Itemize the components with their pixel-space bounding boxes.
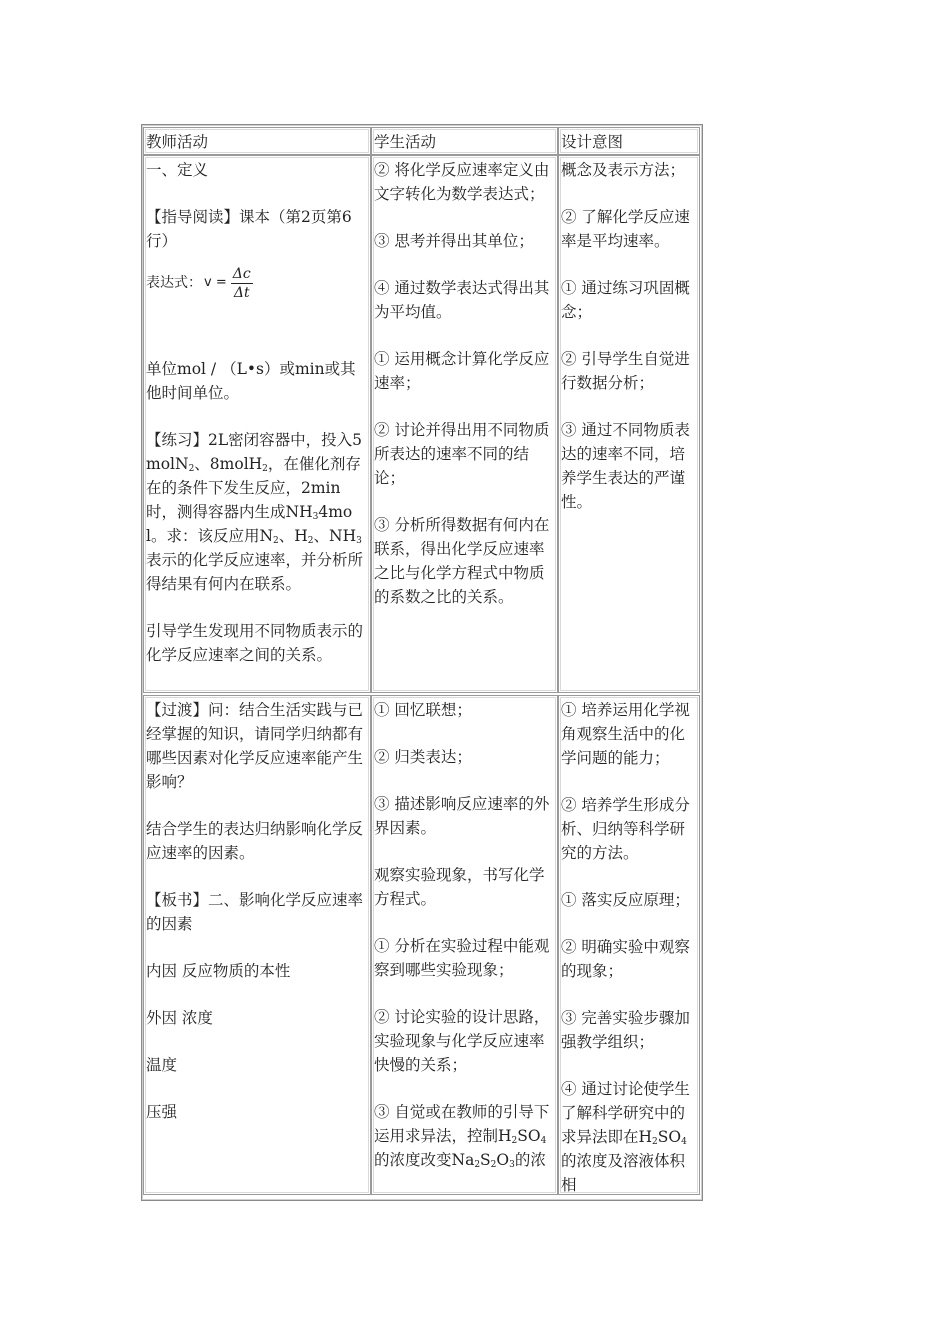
- guide-relationship: 引导学生发现用不同物质表示的化学反应速率之间的关系。: [146, 622, 364, 664]
- intent-item: ① 通过练习巩固概念；: [561, 279, 690, 321]
- intent-item: ② 引导学生自觉进行数据分析；: [561, 350, 690, 392]
- formula-numerator: Δc: [232, 265, 251, 282]
- header-student-activity: [371, 127, 558, 155]
- definition-heading: 一、定义: [146, 161, 209, 179]
- student-item: ① 运用概念计算化学反应速率；: [374, 350, 550, 392]
- header-teacher-label: 教师活动: [146, 133, 209, 151]
- intent-item: ② 培养学生形成分析、归纳等科学研究的方法。: [561, 796, 690, 862]
- row2-student-cell: [371, 695, 558, 1195]
- unit-text: 单位mol / （L•s）或min或其他时间单位。: [146, 360, 356, 402]
- formula-v: v =: [204, 275, 227, 290]
- student-item-control-variable: ③ 自觉或在教师的引导下运用求异法，控制$H_2SO_4$的浓度改变$Na_2S_2O_3$的浓: [374, 1103, 550, 1170]
- row1-intent-cell: [558, 155, 700, 693]
- student-item: ① 分析在实验过程中能观察到哪些实验现象；: [374, 937, 550, 979]
- exercise-text: 【练习】2L密闭容器中，投入5molN$_2$、8molH$_2$，在催化剂存在的条件下发生反应，2min时，测得容器内生成$NH_34mol$。求：该反应用$N_2$、$H_2$、$NH_3$表示的化学反应速率，并分析所得结果有何内在联系。: [146, 431, 364, 593]
- external-factor-pressure: 压强: [146, 1103, 178, 1121]
- header-intent-label: 设计意图: [561, 133, 624, 151]
- formula-denominator: Δt: [233, 284, 250, 301]
- intent-item: ② 了解化学反应速率是平均速率。: [561, 208, 690, 250]
- intent-item: ① 落实反应原理；: [561, 891, 690, 909]
- header-student-label: 学生活动: [374, 133, 437, 151]
- rate-formula: [146, 259, 368, 307]
- header-teacher-activity: [143, 127, 371, 155]
- student-item: ③ 思考并得出其单位；: [374, 232, 534, 250]
- student-item: 观察实验现象，书写化学方程式。: [374, 866, 545, 908]
- formula-label: 表达式：: [146, 275, 202, 291]
- row1-student-cell: [371, 155, 558, 693]
- student-item: ① 回忆联想；: [374, 701, 472, 719]
- student-item: ③ 分析所得数据有何内在联系，得出化学反应速率之比与化学方程式中物质的系数之比的关系。: [374, 516, 550, 606]
- student-item: ③ 描述影响反应速率的外界因素。: [374, 795, 550, 837]
- student-item: ② 将化学反应速率定义由文字转化为数学表达式；: [374, 161, 550, 203]
- intent-item: 概念及表示方法；: [561, 161, 686, 179]
- intent-item: ② 明确实验中观察的现象；: [561, 938, 690, 980]
- intent-item: ① 培养运用化学视角观察生活中的化学问题的能力；: [561, 701, 690, 767]
- row2-intent-cell: [558, 695, 700, 1195]
- reading-guide: 【指导阅读】课本（第2页第6行）: [146, 208, 352, 250]
- student-item: ② 归类表达；: [374, 748, 472, 766]
- external-factor-concentration: 外因 浓度: [146, 1009, 213, 1027]
- board-heading: 【板书】二、影响化学反应速率的因素: [146, 891, 364, 933]
- header-design-intent: [558, 127, 700, 155]
- intent-item: ③ 通过不同物质表达的速率不同，培养学生表达的严谨性。: [561, 421, 690, 511]
- external-factor-temperature: 温度: [146, 1056, 178, 1074]
- row2-teacher-cell: [143, 695, 371, 1195]
- student-item: ② 讨论并得出用不同物质所表达的速率不同的结论；: [374, 421, 550, 487]
- transition-question: 【过渡】问：结合生活实践与已经掌握的知识，请同学归纳都有哪些因素对化学反应速率能产生影响？: [146, 701, 364, 791]
- row1-teacher-cell: [143, 155, 371, 693]
- formula-fraction: [231, 265, 253, 302]
- student-item: ④ 通过数学表达式得出其为平均值。: [374, 279, 550, 321]
- summarize-factors: 结合学生的表达归纳影响化学反应速率的因素。: [146, 820, 364, 862]
- intent-item-method: ④ 通过讨论使学生了解科学研究中的求异法即在$H_2SO_4$的浓度及溶液体积相: [561, 1080, 690, 1194]
- internal-factor: 内因 反应物质的本性: [146, 962, 291, 980]
- student-item: ② 讨论实验的设计思路，实验现象与化学反应速率快慢的关系；: [374, 1008, 550, 1074]
- intent-item: ③ 完善实验步骤加强教学组织；: [561, 1009, 690, 1051]
